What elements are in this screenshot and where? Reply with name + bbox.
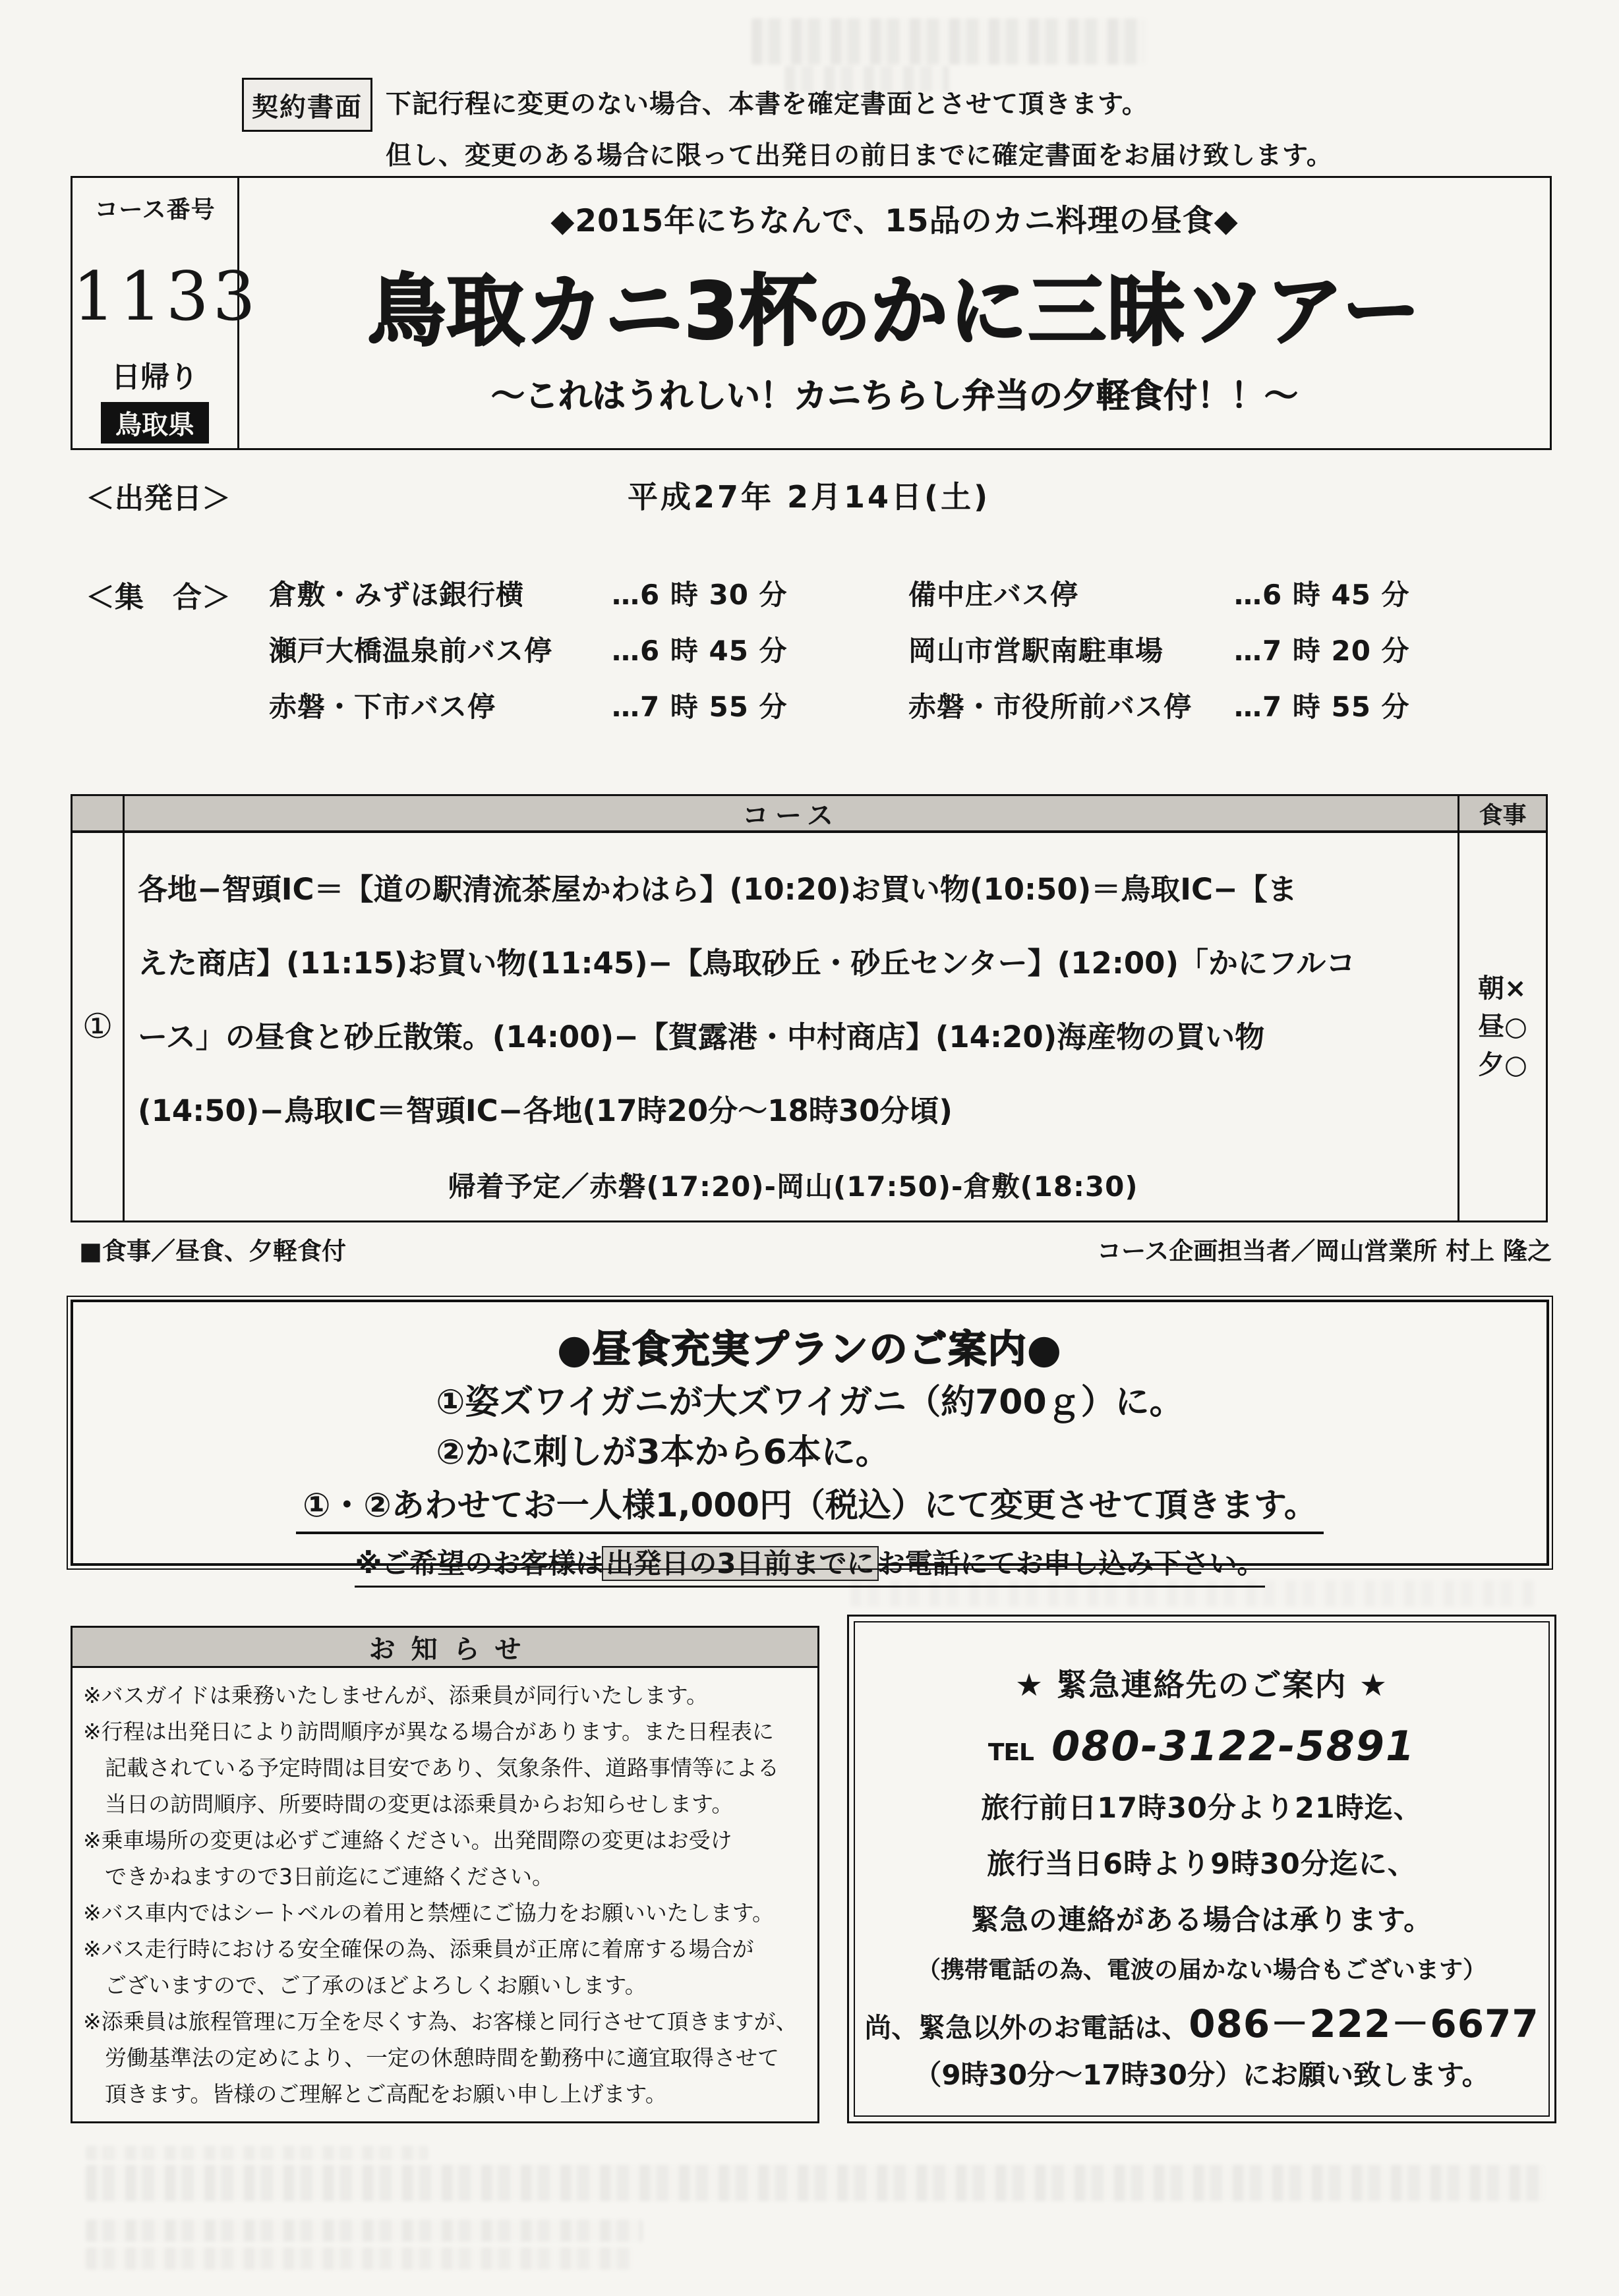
itinerary-line: 各地−智頭IC＝【道の駅清流茶屋かわはら】(10:20)お買い物(10:50)＝鳥取IC−【ま <box>138 872 1297 907</box>
course-table-header-spacer <box>73 796 125 830</box>
notice-line: 当日の訪問順序、所要時間の変更は添乗員からお知らせします。 <box>83 1791 734 1817</box>
emergency-hours-line2: 旅行当日6時より9時30分迄に、 <box>987 1848 1417 1881</box>
meeting-place: 赤磐・下市バス停 <box>269 691 496 723</box>
note-suffix: お電話にてお申し込み下さい。 <box>877 1547 1265 1580</box>
meeting-time: …7 時 55 分 <box>612 691 788 723</box>
meal-cell <box>1459 833 1546 1220</box>
course-planner-credit: コース企画担当者／岡山営業所 村上 隆之 <box>1097 1237 1552 1265</box>
notice-line: ※添乗員は旅程管理に万全を尽くす為、お客様と同行させて頂きますが、 <box>83 2009 798 2034</box>
office-phone-line <box>855 1993 1548 2048</box>
meal-breakfast: 朝× <box>1478 973 1527 1004</box>
title-box <box>71 176 1552 450</box>
emergency-hours-line3: 緊急の連絡がある場合は承ります。 <box>970 1904 1433 1937</box>
emergency-phone-line <box>855 1722 1548 1770</box>
bleed-through-smudge <box>751 18 1147 65</box>
main-title-part1: 鳥取カニ3杯 <box>367 266 819 357</box>
course-column-header: コース <box>125 796 1459 830</box>
day-trip-label: 日帰り <box>111 360 198 394</box>
catch-copy: ◆2015年にちなんで、15品のカニ料理の昼食◆ <box>550 203 1239 239</box>
main-title-part2: かに三昧ツアー <box>869 266 1422 357</box>
mobile-signal-note: （携帯電話の為、電波の届かない場合もございます） <box>916 1957 1487 1984</box>
meeting-place: 赤磐・市役所前バス停 <box>908 691 1192 723</box>
bleed-through-smudge <box>86 2146 428 2160</box>
prefecture-badge: 鳥取県 <box>101 402 209 444</box>
lunch-plan-note <box>355 1542 1264 1588</box>
course-row-marker: ① <box>73 833 125 1220</box>
itinerary-line: ース」の昼食と砂丘散策。(14:00)−【賀露港・中村商店】(14:20)海産物の買い物 <box>138 1019 1265 1054</box>
meeting-place: 瀬戸大橋温泉前バス停 <box>269 635 553 667</box>
notice-line: 頂きます。皆様のご理解とご高配をお願い申し上げます。 <box>83 2081 667 2107</box>
notice-line: できかねますので3日前迄にご連絡ください。 <box>83 1864 554 1889</box>
main-title-particle: の <box>818 291 870 350</box>
main-title <box>239 248 1550 360</box>
lunch-plan-price-line: ①・②あわせてお一人様1,000円（税込）にて変更させて頂きます。 <box>296 1479 1324 1534</box>
departure-date-value: 平成27年 2月14日(土) <box>628 479 991 515</box>
bleed-through-smudge <box>86 2220 643 2242</box>
meal-footnote: ■食事／昼食、夕軽食付 <box>79 1237 346 1265</box>
contract-note-line1: 下記行程に変更のない場合、本書を確定書面とさせて頂きます。 <box>386 90 1148 119</box>
bleed-through-smudge <box>86 2247 633 2270</box>
contract-note-line2: 但し、変更のある場合に限って出発日の前日までに確定書面をお届け致します。 <box>386 141 1333 171</box>
office-hours-note: （9時30分～17時30分）にお願い致します。 <box>914 2059 1490 2091</box>
notice-line: ※乗車場所の変更は必ずご連絡ください。出発間際の変更はお受け <box>83 1827 732 1853</box>
course-number-panel <box>73 178 260 448</box>
meeting-label: ＜集 合＞ <box>86 581 231 614</box>
meeting-place: 岡山市営駅南駐車場 <box>908 635 1164 667</box>
meeting-place: 備中庄バス停 <box>908 579 1079 611</box>
notice-box <box>71 1626 819 2123</box>
emergency-hours-line1: 旅行前日17時30分より21時迄、 <box>981 1792 1423 1825</box>
contract-note <box>386 79 1333 182</box>
itinerary-line: (14:50)−鳥取IC＝智頭IC−各地(17時20分〜18時30分頃) <box>138 1093 953 1128</box>
meeting-time: …6 時 30 分 <box>612 579 788 611</box>
bleed-through-smudge <box>86 2165 1546 2201</box>
emergency-contact-inner <box>854 1621 1550 2117</box>
notice-line: 記載されている予定時間は目安であり、気象条件、道路事情等による <box>83 1755 779 1781</box>
lunch-plan-item1: ①姿ズワイガニが大ズワイガニ（約700ｇ）に。 <box>436 1383 1184 1422</box>
notice-title: お知らせ <box>73 1628 817 1668</box>
itinerary-line: えた商店】(11:15)お買い物(11:45)−【鳥取砂丘・砂丘センター】(12:00)「かにフルコ <box>138 946 1356 981</box>
course-number-label: コース番号 <box>94 196 216 223</box>
return-schedule-line: 帰着予定／赤磐(17:20)-岡山(17:50)-倉敷(18:30) <box>448 1170 1138 1203</box>
meeting-time: …7 時 55 分 <box>1234 691 1410 723</box>
notice-line: 労働基準法の定めにより、一定の休憩時間を勤務中に適宜取得させて <box>83 2045 779 2071</box>
meal-column-header: 食事 <box>1479 801 1527 829</box>
lunch-plan-items <box>436 1377 1183 1478</box>
office-phone-prefix: 尚、緊急以外のお電話は、 <box>864 2012 1189 2044</box>
meeting-time: …6 時 45 分 <box>1234 579 1410 611</box>
meal-lunch: 昼○ <box>1478 1012 1527 1042</box>
departure-date-label: ＜出発日＞ <box>86 482 231 515</box>
meeting-place: 倉敷・みずほ銀行横 <box>269 579 525 611</box>
lunch-plan-item2: ②かに刺しが3本から6本に。 <box>436 1433 890 1472</box>
emergency-title: ★ 緊急連絡先のご案内 ★ <box>1015 1667 1388 1704</box>
lunch-plan-title: ●昼食充実プランのご案内● <box>557 1327 1063 1371</box>
notice-line: ※バス走行時における安全確保の為、添乗員が正席に着席する場合が <box>83 1936 754 1962</box>
course-itinerary-cell <box>125 833 1459 1220</box>
contract-document-badge: 契約書面 <box>242 78 372 132</box>
note-deadline-highlight: 出発日の3日前までに <box>603 1547 877 1580</box>
notice-line: ※バス車内ではシートベルの着用と禁煙にご協力をお願いいたします。 <box>83 1900 775 1926</box>
course-table-header <box>73 796 1546 833</box>
note-prefix: ※ご希望のお客様は <box>355 1547 604 1580</box>
notice-line: ※行程は出発日により訪問順序が異なる場合があります。また日程表に <box>83 1719 775 1744</box>
notice-line: ございますので、ご了承のほどよろしくお願いします。 <box>83 1972 647 1998</box>
meeting-time: …7 時 20 分 <box>1234 635 1410 667</box>
course-table <box>71 794 1548 1222</box>
notice-body <box>73 1668 817 2112</box>
course-number: 1133 <box>73 258 260 336</box>
meeting-time: …6 時 45 分 <box>612 635 788 667</box>
notice-line: ※バスガイドは乗務いたしませんが、添乗員が同行いたします。 <box>83 1682 709 1708</box>
tel-label: TEL <box>987 1739 1034 1766</box>
emergency-phone-number: 080-3122-5891 <box>1051 1722 1416 1770</box>
course-table-body <box>73 833 1546 1220</box>
office-phone-number: 086－222－6677 <box>1189 2001 1539 2046</box>
title-panel <box>239 178 1550 448</box>
subtitle: 〜これはうれしい！カニちらし弁当の夕軽食付！！〜 <box>490 377 1298 416</box>
emergency-contact-box <box>847 1615 1556 2123</box>
meal-dinner: 夕○ <box>1478 1050 1527 1080</box>
lunch-upgrade-plan-box <box>71 1300 1549 1580</box>
